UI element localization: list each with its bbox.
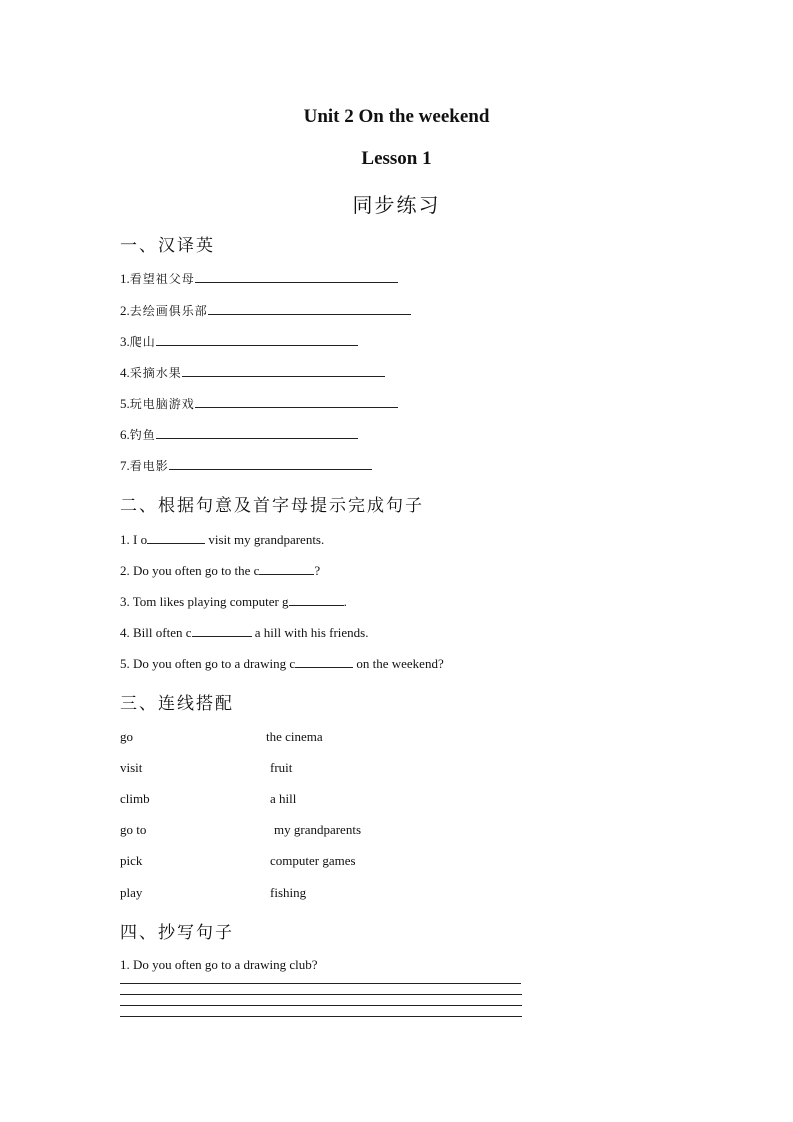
match-right[interactable]: fishing <box>270 885 307 900</box>
item-number: 7. <box>120 458 130 473</box>
item-number: 6. <box>120 427 130 442</box>
translate-item-7 <box>120 457 372 474</box>
section-4-heading: 四、抄写句子 <box>120 923 234 943</box>
sentence-start: 2. Do you often go to the c <box>120 563 260 578</box>
translate-item-1 <box>120 270 398 287</box>
item-chinese: 看望祖父母 <box>129 272 195 286</box>
lesson-title: Lesson 1 <box>361 148 432 169</box>
item-number: 2. <box>120 303 130 318</box>
match-right[interactable]: my grandparents <box>274 822 362 837</box>
sentence-item-5 <box>120 655 444 672</box>
section-2-heading: 二、根据句意及首字母提示完成句子 <box>120 496 424 516</box>
sentence-end: a hill with his friends. <box>251 625 369 640</box>
section-3-heading: 三、连线搭配 <box>120 694 234 714</box>
section-1-heading: 一、汉译英 <box>120 236 215 256</box>
translate-item-4 <box>120 364 385 381</box>
translate-item-5 <box>120 395 398 412</box>
unit-title: Unit 2 On the weekend <box>303 106 490 127</box>
translate-item-6 <box>120 426 358 443</box>
match-right[interactable]: fruit <box>270 760 293 775</box>
item-chinese: 钓鱼 <box>129 428 156 442</box>
sentence-item-3 <box>120 593 347 610</box>
item-number: 3. <box>120 334 130 349</box>
sentence-start: 3. Tom likes playing computer g <box>120 594 289 609</box>
sentence-start: 1. I o <box>120 532 148 547</box>
answer-blank[interactable] <box>182 364 385 377</box>
answer-blank[interactable] <box>195 270 398 283</box>
answer-blank[interactable] <box>289 593 344 606</box>
sentence-end: ? <box>314 563 321 578</box>
item-number: 5. <box>120 396 130 411</box>
match-left[interactable]: pick <box>120 853 143 868</box>
item-number: 4. <box>120 365 130 380</box>
match-left[interactable]: go <box>120 729 133 744</box>
answer-blank[interactable] <box>147 531 205 544</box>
answer-blank[interactable] <box>192 624 252 637</box>
answer-blank[interactable] <box>208 302 411 315</box>
writing-line[interactable] <box>120 1016 522 1017</box>
item-chinese: 采摘水果 <box>129 366 182 380</box>
translate-item-3 <box>120 333 358 350</box>
copy-sentence: 1. Do you often go to a drawing club? <box>120 957 318 972</box>
sentence-end: . <box>343 594 347 609</box>
answer-blank[interactable] <box>156 333 358 346</box>
sentence-item-1 <box>120 531 324 548</box>
match-right[interactable]: a hill <box>270 791 297 806</box>
item-chinese: 去绘画俱乐部 <box>129 304 208 318</box>
item-chinese: 爬山 <box>129 335 156 349</box>
writing-line[interactable] <box>120 1005 522 1006</box>
sentence-item-4 <box>120 624 369 641</box>
sentence-start: 4. Bill often c <box>120 625 192 640</box>
match-left[interactable]: visit <box>120 760 143 775</box>
sentence-start: 5. Do you often go to a drawing c <box>120 656 296 671</box>
item-chinese: 玩电脑游戏 <box>129 397 195 411</box>
match-right[interactable]: computer games <box>270 853 356 868</box>
exercise-subtitle: 同步练习 <box>352 193 441 217</box>
answer-blank[interactable] <box>156 426 358 439</box>
answer-blank[interactable] <box>259 562 314 575</box>
sentence-item-2 <box>120 562 320 579</box>
answer-blank[interactable] <box>169 457 372 470</box>
item-number: 1. <box>120 271 130 286</box>
match-left[interactable]: go to <box>120 822 147 837</box>
writing-line[interactable] <box>120 983 521 984</box>
item-chinese: 看电影 <box>129 459 169 473</box>
writing-line[interactable] <box>120 994 522 995</box>
match-left[interactable]: play <box>120 885 143 900</box>
match-right[interactable]: the cinema <box>266 729 323 744</box>
match-left[interactable]: climb <box>120 791 150 806</box>
sentence-end: visit my grandparents. <box>205 532 325 547</box>
translate-item-2 <box>120 302 411 319</box>
answer-blank[interactable] <box>195 395 398 408</box>
answer-blank[interactable] <box>295 655 353 668</box>
sentence-end: on the weekend? <box>353 656 444 671</box>
